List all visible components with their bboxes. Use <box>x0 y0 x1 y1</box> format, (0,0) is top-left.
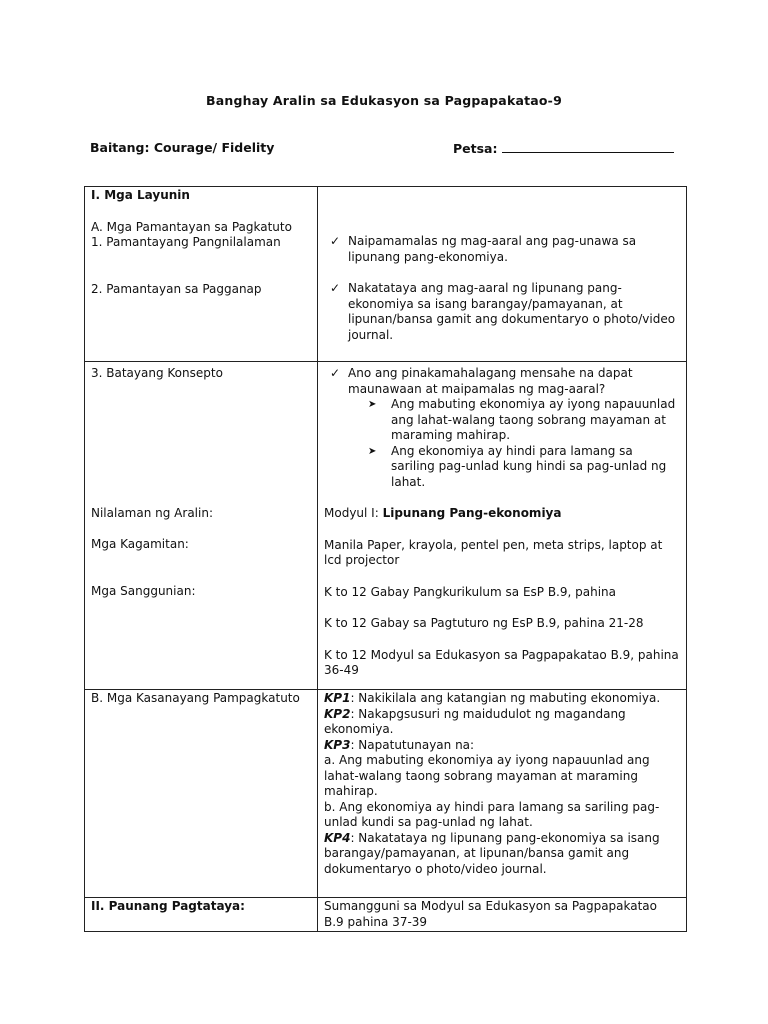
list-item <box>330 234 680 265</box>
kp2-text: : Nakapgsusuri ng maidudulot ng magandang ekonomiya. <box>324 706 626 736</box>
batayang-konsepto-label: 3. Batayang Konsepto <box>91 366 223 380</box>
layunin-right-cell <box>318 187 687 362</box>
layunin-heading: I. Mga Layunin <box>91 188 190 202</box>
bullet-text: Ang ekonomiya ay hindi para lamang sa sariling pag-unlad kung hindi sa pag-unlad ng lahat. <box>391 443 667 489</box>
konsepto-right-cell <box>318 362 687 690</box>
check-mark-icon: ✓ <box>330 234 341 248</box>
paunang-pagtataya-label: II. Paunang Pagtataya: <box>91 899 245 913</box>
kasanayan-left-cell <box>85 690 318 898</box>
nilalaman-label: Nilalaman ng Aralin: <box>91 505 213 520</box>
kp1-text: : Nakikilala ang katangian ng mabuting ekonomiya. <box>350 691 661 705</box>
modyul-line <box>324 506 680 522</box>
kagamitan-label: Mga Kagamitan: <box>91 537 189 551</box>
pagtataya-left-cell <box>85 898 318 932</box>
modyul-title: Lipunang Pang-ekonomiya <box>382 506 562 520</box>
list-item <box>324 707 680 738</box>
baitang-label: Baitang: Courage/ Fidelity <box>90 140 275 155</box>
question-text: Ano ang pinakamahalagang mensahe na dapat maunawaan at maipamalas ng mag-aaral? <box>348 366 633 396</box>
list-item <box>324 831 680 878</box>
petsa-label: Petsa: <box>453 141 498 156</box>
kp3-item-b: b. Ang ekonomiya ay hindi para lamang sa sariling pag-unlad kundi sa pag-unlad ng lahat. <box>324 799 660 829</box>
kp2-label: KP2 <box>324 706 351 721</box>
document-title: Banghay Aralin sa Edukasyon sa Pagpapakatao-9 <box>206 93 562 108</box>
bullet-text: Ang mabuting ekonomiya ay iyong napauunlad ang lahat-walang taong sobrang mayaman at maraming mahirap. <box>391 397 676 442</box>
kp4-text: : Nakatataya ng lipunang pang-ekonomiya sa isang barangay/pamayanan, at lipunan/bansa gamit ang dokumentaryo o photo/video journal. <box>324 830 660 876</box>
kp1-label: KP1 <box>324 691 351 705</box>
reference-item: K to 12 Gabay Pangkurikulum sa EsP B.9, pahina <box>324 584 617 599</box>
reference-item: K to 12 Modyul sa Edukasyon sa Pagpapakatao B.9, pahina 36-49 <box>324 647 679 677</box>
modyul-prefix: Modyul I: <box>324 506 383 520</box>
pagtataya-text: Sumangguni sa Modyul sa Edukasyon sa Pagpapakatao B.9 pahina 37-39 <box>324 899 658 929</box>
konsepto-left-cell <box>85 362 318 690</box>
kp3-item-a: a. Ang mabuting ekonomiya ay iyong napauunlad ang lahat-walang taong sobrang mayaman at maraming mahirap. <box>324 753 650 798</box>
kasanayan-label: B. Mga Kasanayang Pampagkatuto <box>91 691 300 705</box>
pamantayan-sa-pagganap: 2. Pamantayan sa Pagganap <box>91 281 262 296</box>
kagamitan-text: Manila Paper, krayola, pentel pen, meta strips, laptop at lcd projector <box>324 537 663 567</box>
table-row <box>85 187 687 362</box>
check-item-text: Nakatataya ang mag-aaral ng lipunang pang-ekonomiya sa isang barangay/pamayanan, at lipunan/bansa gamit ang dokumentaryo o photo/video journal. <box>348 281 676 342</box>
table-row <box>85 690 687 898</box>
arrowhead-bullet-icon: ➤ <box>368 445 377 457</box>
kp3-label: KP3 <box>324 737 351 752</box>
list-item <box>330 366 680 397</box>
check-mark-icon: ✓ <box>330 366 341 380</box>
lesson-plan-table <box>84 186 687 932</box>
petsa-field <box>453 140 674 156</box>
list-item <box>368 397 680 444</box>
sanggunian-label: Mga Sanggunian: <box>91 583 196 598</box>
table-row <box>85 362 687 690</box>
arrowhead-bullet-icon: ➤ <box>368 399 377 410</box>
table-row <box>85 898 687 932</box>
pamantayang-pangnilalaman: 1. Pamantayang Pangnilalaman <box>91 235 281 249</box>
check-mark-icon: ✓ <box>330 281 341 295</box>
petsa-blank-line <box>502 140 674 153</box>
kasanayan-right-cell <box>318 690 687 898</box>
list-item <box>324 738 680 754</box>
check-item-text: Naipamamalas ng mag-aaral ang pag-unawa sa lipunang pang-ekonomiya. <box>348 234 637 264</box>
pagtataya-right-cell <box>318 898 687 932</box>
list-item <box>368 444 680 491</box>
pamantayan-sa-pagkatuto: A. Mga Pamantayan sa Pagkatuto <box>91 219 292 234</box>
reference-item: K to 12 Gabay sa Pagtuturo ng EsP B.9, pahina 21-28 <box>324 616 644 630</box>
layunin-left-cell <box>85 187 318 362</box>
kp3-text: : Napatutunayan na: <box>350 737 475 752</box>
list-item <box>324 691 680 707</box>
kp4-label: KP4 <box>324 830 351 845</box>
list-item <box>330 281 680 343</box>
